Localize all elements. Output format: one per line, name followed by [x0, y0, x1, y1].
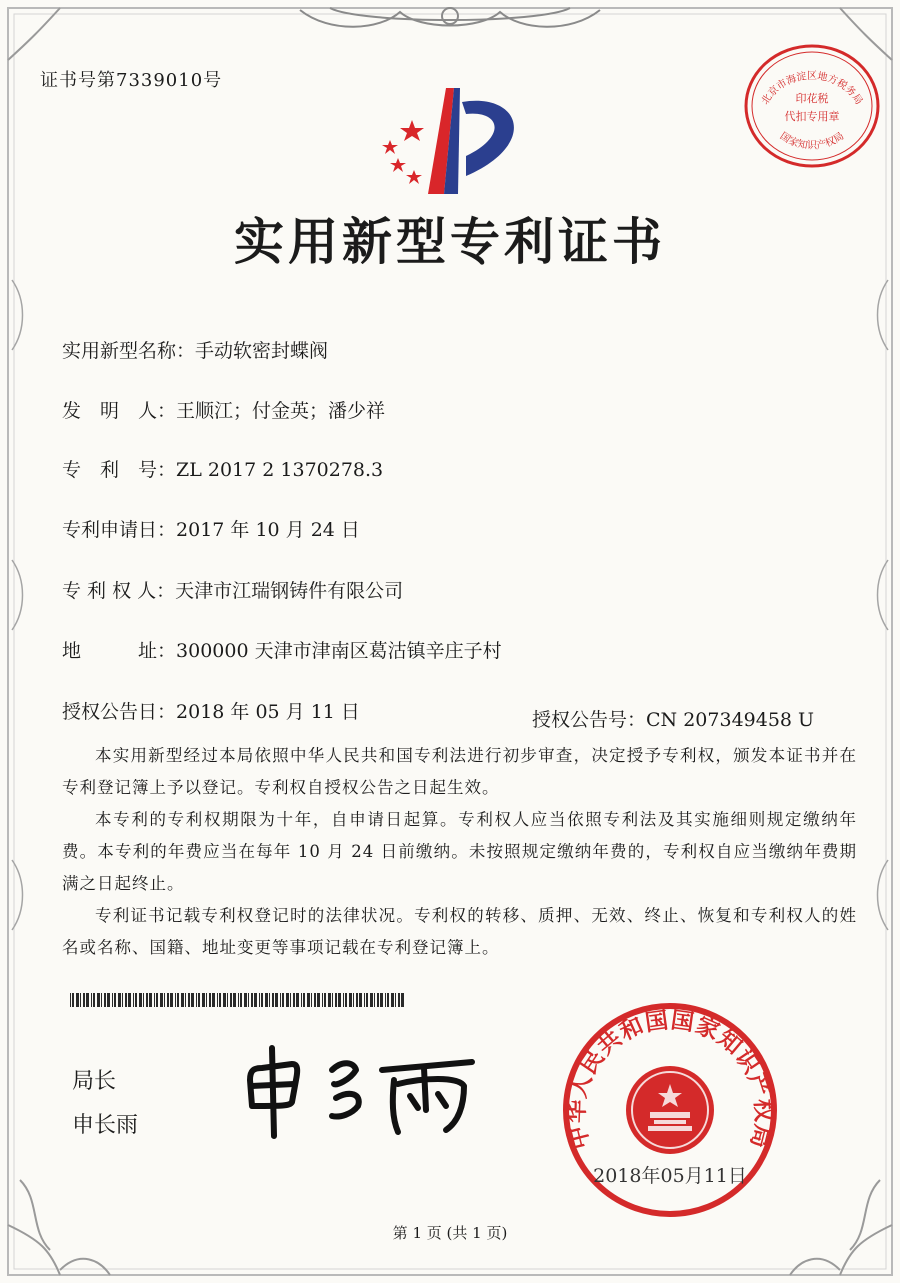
- inventor-row: [62, 396, 385, 423]
- utility-name-label: 实用新型名称：: [62, 340, 196, 362]
- utility-name-value: 手动软密封蝶阀: [195, 340, 329, 362]
- tax-stamp-seal: [742, 42, 882, 170]
- tax-seal-center-line1: 印花税: [795, 92, 829, 105]
- address-value: 300000 天津市津南区葛沽镇辛庄子村: [176, 640, 502, 662]
- patentee-value: 天津市江瑞钢铸件有限公司: [175, 580, 404, 602]
- patentee-row: [62, 576, 403, 603]
- patentee-label: 专 利 权 人：: [62, 580, 176, 602]
- grant-date-row: [62, 697, 360, 724]
- tax-seal-center-line2: 代扣专用章: [784, 110, 840, 123]
- svg-text:国家知识产权局: [778, 130, 847, 152]
- patent-office-logo-icon: [370, 84, 540, 198]
- director-title: 局长: [72, 1069, 117, 1094]
- grant-number-row: [532, 705, 814, 732]
- filing-date-row: [62, 515, 360, 542]
- certificate-number: 证书号第7339010号: [40, 70, 223, 91]
- patent-number-value: ZL 2017 2 1370278.3: [176, 459, 384, 481]
- statement-paragraph-2: 本专利的专利权期限为十年，自申请日起算。专利权人应当依照专利法及其实施细则规定缴纳年费。本专利的年费应当在每年 10 月 24 日前缴纳。未按照规定缴纳年费的，专利权自应当缴纳年费期满之日起终止。: [62, 810, 857, 893]
- statement-paragraph-3: 专利证书记载专利权登记时的法律状况。专利权的转移、质押、无效、终止、恢复和专利权人的姓名或名称、国籍、地址变更等事项记载在专利登记簿上。: [62, 906, 857, 957]
- tax-seal-bottom-text: 国家知识产权局: [777, 130, 847, 152]
- filing-date-label: 专利申请日：: [62, 519, 177, 541]
- inventor-value: 王顺江；付金英；潘少祥: [176, 400, 386, 422]
- signature-image: [232, 1040, 482, 1140]
- patent-number-label: 专 利 号：: [62, 459, 177, 481]
- tax-seal-ring-text: 北京市海淀区地方税务局: [759, 70, 865, 107]
- director-name: 申长雨: [72, 1113, 139, 1138]
- grant-number-value: CN 207349458 U: [646, 709, 815, 731]
- statement-paragraph-1: 本实用新型经过本局依照中华人民共和国专利法进行初步审查，决定授予专利权，颁发本证书并在专利登记簿上予以登记。专利权自授权公告之日起生效。: [62, 746, 857, 797]
- patent-number-row: [62, 455, 383, 482]
- filing-date-value: 2017 年 10 月 24 日: [176, 519, 360, 541]
- grant-number-label: 授权公告号：: [532, 709, 647, 731]
- main-seal-ring-text: 中华人民共和国国家知识产权局: [563, 1007, 777, 1152]
- barcode-icon: [70, 993, 408, 1007]
- national-emblem-icon: [626, 1066, 714, 1154]
- inventor-label: 发 明 人：: [62, 400, 177, 422]
- national-ip-office-seal: [552, 1000, 788, 1220]
- grant-date-value: 2018 年 05 月 11 日: [176, 701, 360, 723]
- certificate-title: 实用新型专利证书: [234, 212, 666, 271]
- address-row: [62, 636, 502, 663]
- main-seal-date: 2018年05月11日: [593, 1165, 747, 1187]
- page-footer: 第 1 页 (共 1 页): [392, 1224, 508, 1242]
- address-label: 地 址：: [62, 640, 177, 662]
- utility-name-row: [62, 336, 328, 363]
- grant-date-label: 授权公告日：: [62, 701, 177, 723]
